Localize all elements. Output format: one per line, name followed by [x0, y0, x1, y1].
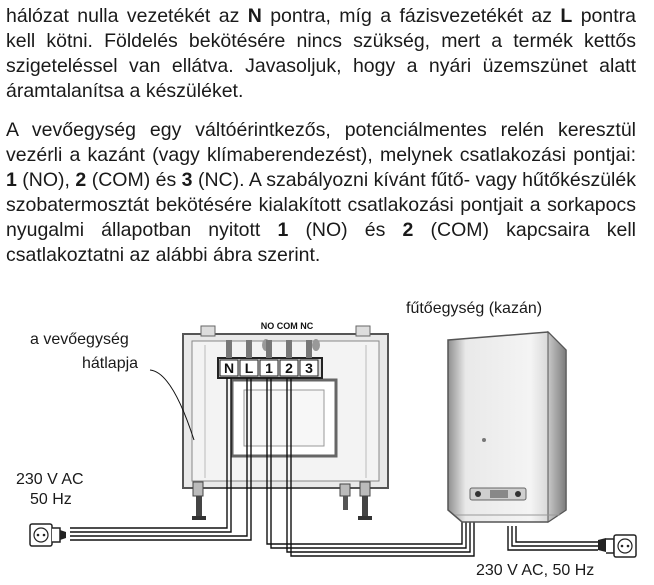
bold-run: 2: [402, 219, 414, 241]
text-run: pontra, míg a fázisvezetékét az: [261, 5, 561, 27]
text-run: (COM) kapcsaira kell csatlakoztatni az alábbi ábra szerint.: [6, 219, 636, 266]
terminal-label-2: 2: [285, 360, 293, 376]
text-run: (NO) és: [288, 219, 403, 241]
bold-run: 1: [6, 169, 17, 191]
bold-run: 2: [75, 169, 87, 191]
mains-plug-left: [30, 524, 66, 546]
bold-run: 1: [277, 219, 289, 241]
text-run: hálózat nulla vezetékét az: [6, 5, 248, 27]
receiver-label-line2: hátlapja: [82, 355, 139, 372]
mains-plug-right: [598, 535, 636, 557]
receiver-backplate: [183, 326, 388, 520]
mains-left-voltage: 230 V AC: [16, 471, 84, 488]
bold-run: 3: [181, 169, 193, 191]
terminal-label-n: N: [223, 360, 235, 376]
bold-run: L: [560, 5, 573, 27]
text-run: A vevőegység egy váltóérintkezős, potenciálmentes relén keresztül vezérli a kazánt (vagy klímaberendezést), melynek csatlakozási pontjai:: [6, 119, 636, 166]
bold-run: N: [247, 5, 262, 27]
text-run: pontra kell kötni. Földelés bekötésére nincs szükség, mert a termék kettős szigeteléssel van ellátva. Javasoljuk, hogy a nyári üzemszünet alatt áramtalanítsa a készüléket.: [6, 5, 636, 102]
text-run: (COM) és: [86, 169, 182, 191]
mains-left-frequency: 50 Hz: [30, 491, 72, 508]
text-run: (NO),: [16, 169, 76, 191]
terminal-label-1: 1: [265, 360, 273, 376]
boiler: [448, 332, 566, 522]
terminal-label-3: 3: [305, 360, 313, 376]
text-run: (NC). A szabályozni kívánt fűtő- vagy hűtőkészülék szobatermosztát bekötésére kialakított csatlakozási pontjait a sorkapocs nyugalmi állapotban nyitott: [6, 169, 636, 241]
heater-label: fűtőegység (kazán): [406, 300, 543, 317]
terminal-header: NO COM NC: [260, 321, 314, 331]
terminal-label-l: L: [244, 360, 254, 376]
receiver-label-line1: a vevőegység: [30, 331, 129, 348]
mains-right-label: 230 V AC, 50 Hz: [476, 562, 595, 579]
